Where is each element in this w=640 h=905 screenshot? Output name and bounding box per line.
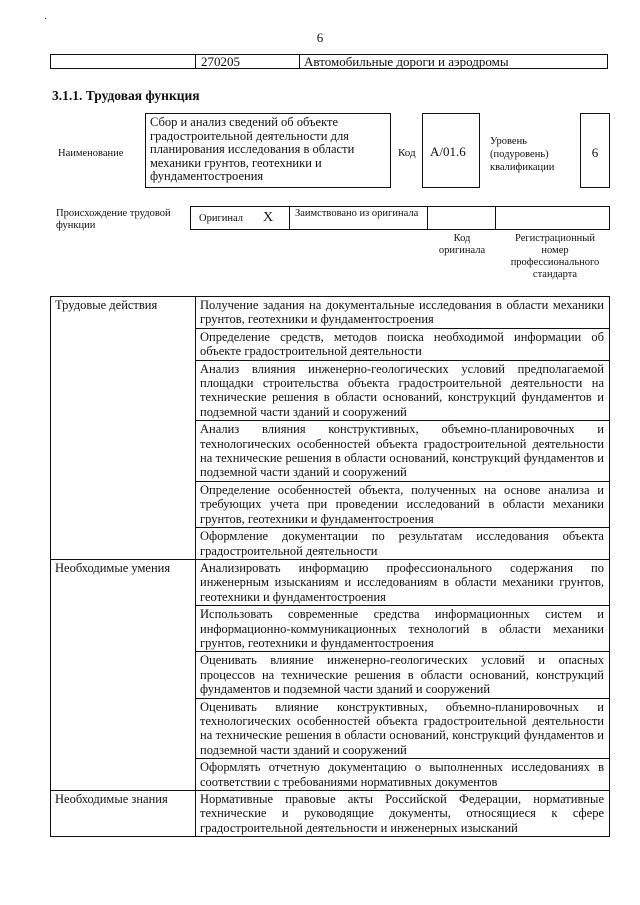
borrowed-box — [290, 206, 428, 230]
function-details-table — [50, 296, 610, 837]
origin-label: Происхождение трудовой функции — [56, 208, 171, 231]
table-row — [51, 297, 610, 329]
section-title: 3.1.1. Трудовая функция — [52, 88, 200, 103]
registration-caption: Регистрационный номер профессионального стандарта — [510, 233, 600, 280]
registration-number-box — [496, 206, 610, 230]
action-item: Оформление документации по результатам исследования объекта градостроительной деятельности — [196, 528, 610, 560]
original-label: Оригинал — [199, 213, 243, 224]
table-row — [51, 791, 610, 837]
profession-name: Автомобильные дороги и аэродромы — [304, 54, 509, 69]
knowledge-item: Нормативные правовые акты Российской Федерации, нормативные технические и руководящие документы, относящиеся к сфере градостроительной деятельности и инженерных изысканий — [196, 791, 610, 837]
level-value-box: 6 — [580, 113, 610, 188]
naim-label: Наименование — [58, 148, 124, 159]
level-label: Уровень (подуровень) квалификации — [490, 136, 555, 173]
original-mark: X — [263, 210, 274, 225]
page-mark: · — [44, 14, 48, 25]
action-item: Анализ влияния инженерно-геологических условий предполагаемой площадки строительства объекта градостроительной деятельности на технические решения в области оснований, конструкций фундаментов и подземной части зданий и сооружений — [196, 360, 610, 421]
function-code-box: A/01.6 — [422, 113, 480, 188]
actions-label: Трудовые действия — [51, 297, 196, 560]
skill-item: Оценивать влияние инженерно-геологических условий и опасных процессов на технические решения в области оснований, конструкций фундаментов и подземной части зданий и сооружений — [196, 652, 610, 698]
original-code-box — [428, 206, 496, 230]
profession-code: 270205 — [196, 55, 300, 68]
kod-label: Код — [398, 147, 416, 159]
borrowed-label: Заимствовано из оригинала — [295, 208, 419, 219]
skill-item: Анализировать информацию профессионального содержания по инженерным изысканиям и исследованиям в области механики грунтов, геотехники и фундаментостроения — [196, 559, 610, 605]
original-box — [190, 206, 290, 230]
table-row — [51, 559, 610, 605]
page-number: 6 — [316, 30, 324, 45]
skill-item: Оценивать влияние конструктивных, объемно-планировочных и технологических особенностей объекта градостроительной деятельности на технические решения в области оснований, конструкций фундаментов и подземной части зданий и сооружений — [196, 698, 610, 759]
function-name-box: Сбор и анализ сведений об объекте градостроительной деятельности для планирования исследования в области механики грунтов, геотехники и фундаментостроения — [145, 113, 391, 188]
action-item: Определение особенностей объекта, полученных на основе анализа и требующих учета при проведении исследований в области механики грунтов, геотехники и фундаментостроения — [196, 481, 610, 527]
skill-item: Использовать современные средства информационных систем и информационно-коммуникационных технологий в области механики грунтов, геотехники и фундаментостроения — [196, 606, 610, 652]
action-item: Получение задания на документальные исследования в области механики грунтов, геотехники и фундаментостроения — [196, 297, 610, 329]
skills-label: Необходимые умения — [51, 559, 196, 790]
action-item: Анализ влияния конструктивных, объемно-планировочных и технологических особенностей объекта градостроительной деятельности на технические решения в области оснований, конструкций фундаментов и подземной части зданий и сооружений — [196, 421, 610, 482]
knowledge-label: Необходимые знания — [51, 791, 196, 837]
empty-cell — [51, 55, 196, 68]
original-code-caption: Код оригинала — [438, 233, 486, 256]
action-item: Определение средств, методов поиска необходимой информации об объекте градостроительной деятельности — [196, 328, 610, 360]
profession-code-table — [50, 54, 608, 69]
skill-item: Оформлять отчетную документацию о выполненных исследованиях в соответствии с требованиями нормативных документов — [196, 759, 610, 791]
